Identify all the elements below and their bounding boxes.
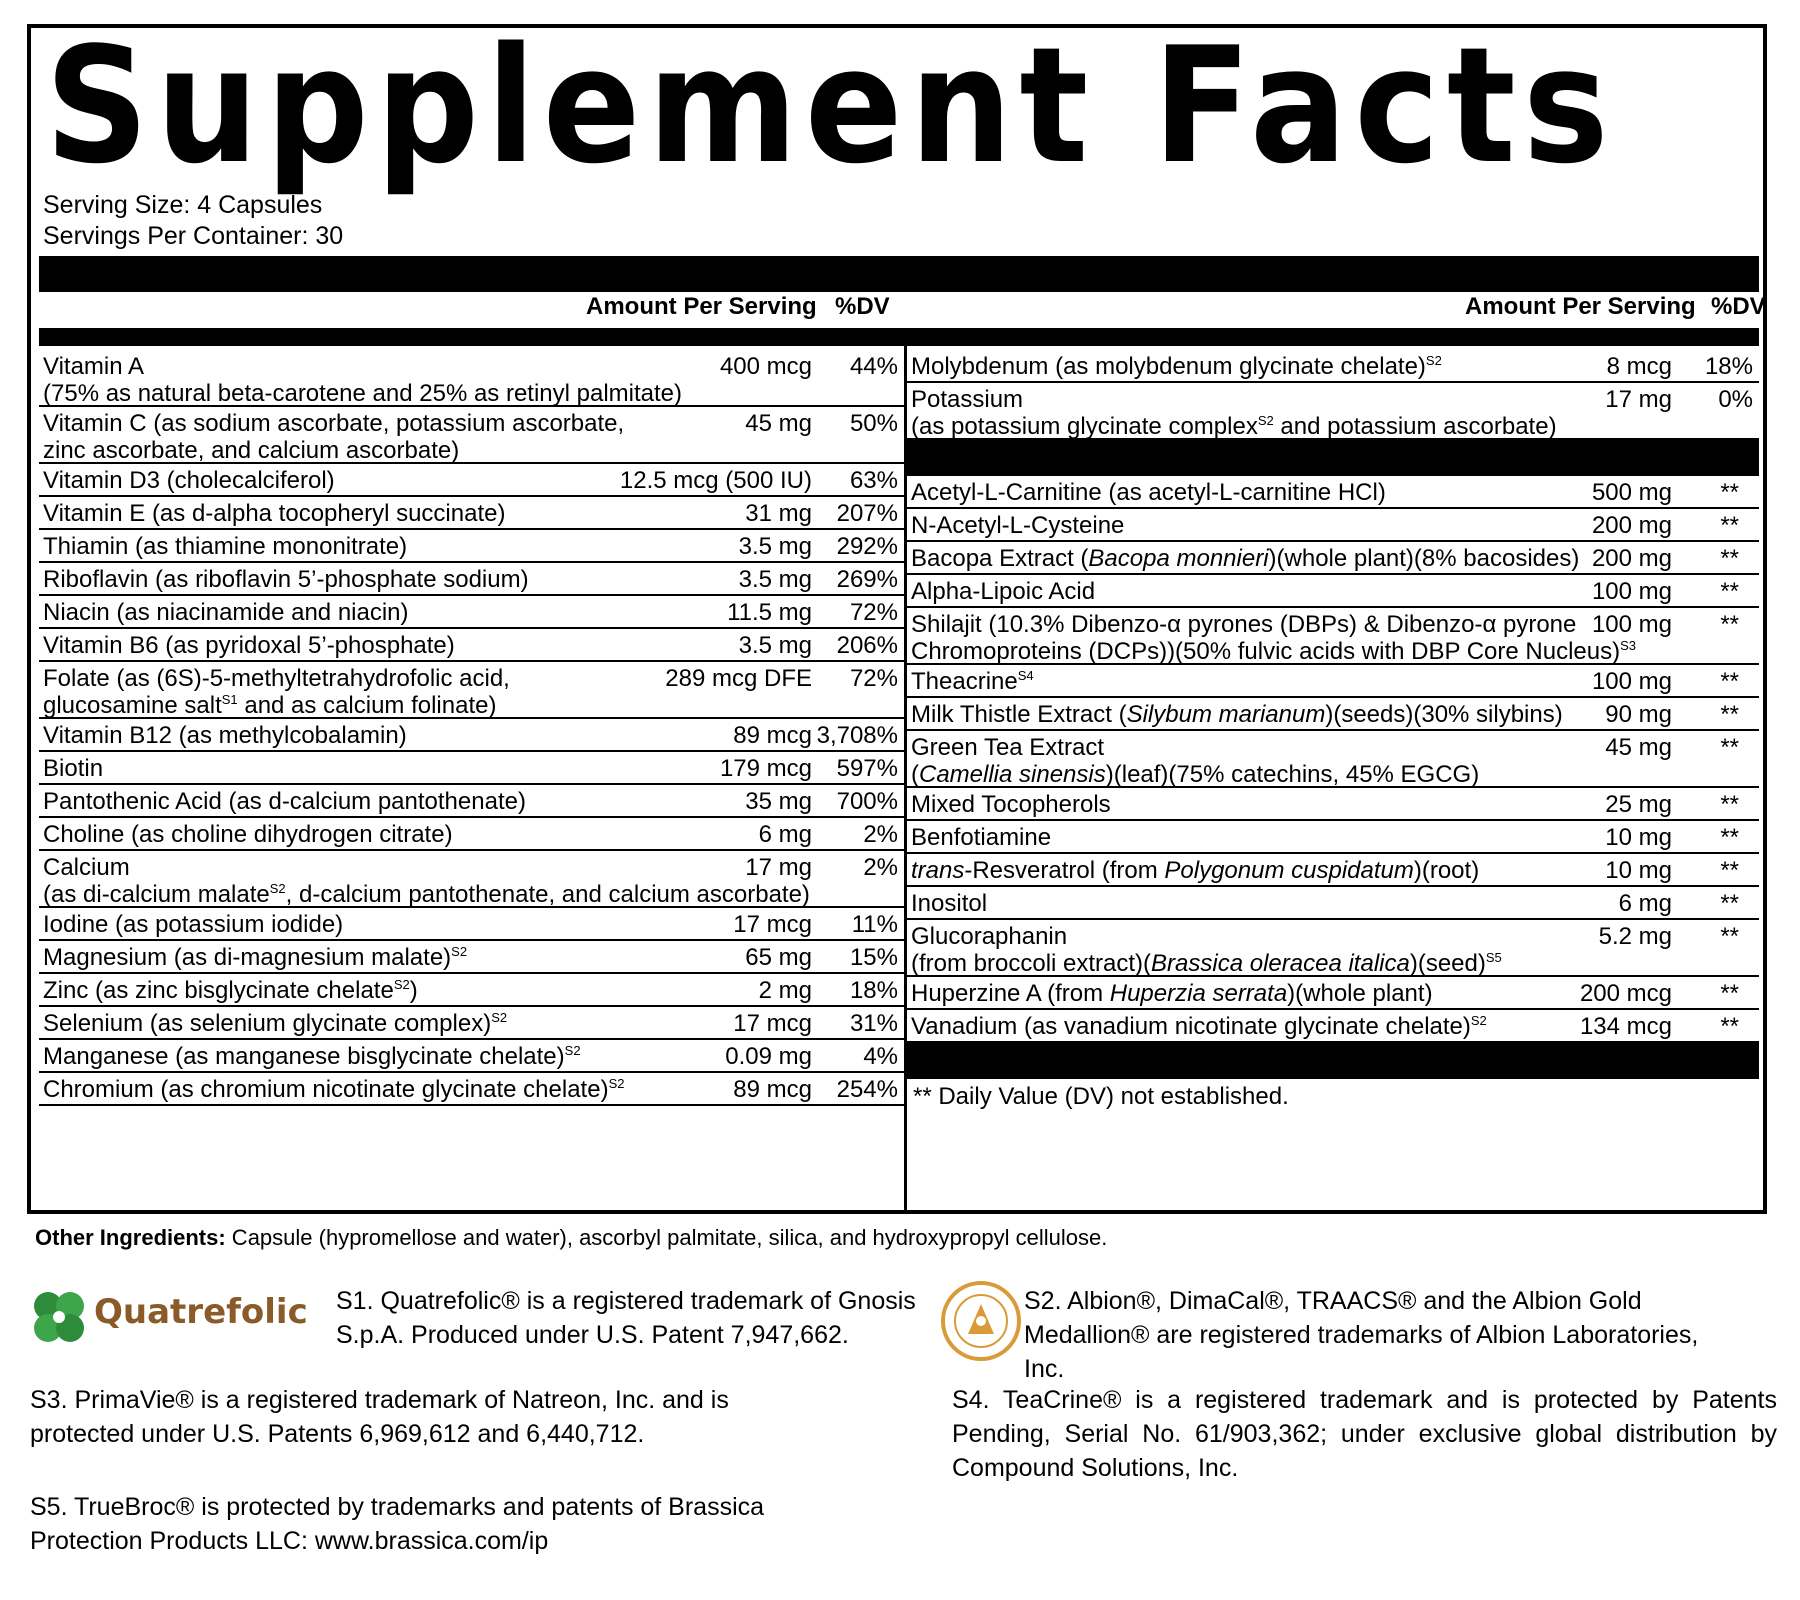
- name-text: Pantothenic Acid (as d-calcium pantothenate): [43, 788, 526, 815]
- dv-value: 2%: [863, 821, 898, 848]
- footnote-ref: S2: [451, 944, 468, 959]
- subline-text: Chromoproteins (DCPs))(50% fulvic acids with DBP Core Nucleus): [911, 638, 1621, 665]
- dv-value: 0%: [1718, 386, 1753, 413]
- dv-value: **: [1720, 701, 1739, 728]
- name-latin: Silybum marianum: [1126, 701, 1326, 728]
- nutrient-subline: [43, 437, 624, 464]
- nutrient-name: [43, 977, 418, 1004]
- dv-value: **: [1720, 611, 1739, 638]
- dv-value: 72%: [849, 665, 898, 692]
- nutrient-row: [39, 974, 904, 1007]
- dv-value: 700%: [836, 788, 898, 815]
- other-ingredients-text: Capsule (hypromellose and water), ascorbyl palmitate, silica, and hydroxypropyl cellulose.: [225, 1225, 1108, 1250]
- amount-value: 100 mg: [1591, 611, 1672, 638]
- footnote-ref: S2: [1257, 413, 1274, 428]
- nutrient-name: [911, 512, 1124, 539]
- footnote-s5: S5. TrueBroc® is protected by trademarks and patents of Brassica Protection Products LLC: www.brassica.com/ip: [30, 1493, 765, 1555]
- amount-value: 8 mcg: [1606, 353, 1672, 380]
- amount-value: 289 mcg DFE: [665, 665, 812, 692]
- name-text: Folate (as (6S)-5-methyltetrahydrofolic acid,: [43, 665, 510, 692]
- subline-latin: Camellia sinensis: [919, 761, 1106, 788]
- footnote-ref: S2: [1425, 353, 1442, 368]
- name-text: Theacrine: [911, 668, 1018, 695]
- dv-value: 254%: [836, 1076, 898, 1103]
- dv-footnote: ** Daily Value (DV) not established.: [913, 1083, 1289, 1110]
- clover-icon: [28, 1288, 90, 1348]
- section-divider: [907, 440, 1759, 476]
- nutrient-row: [39, 530, 904, 563]
- nutrient-row: [39, 851, 904, 908]
- amount-value: 6 mg: [758, 821, 812, 848]
- dv-value: **: [1720, 1013, 1739, 1040]
- dv-value: 206%: [836, 632, 898, 659]
- name-text: Calcium: [43, 854, 130, 881]
- dv-value: **: [1720, 668, 1739, 695]
- nutrient-row: [907, 509, 1759, 542]
- name-text: Inositol: [911, 890, 988, 917]
- amount-value: 3.5 mg: [738, 566, 812, 593]
- section-divider: [907, 1043, 1759, 1079]
- nutrient-row: [907, 920, 1759, 977]
- amount-value: 89 mcg: [733, 722, 812, 749]
- amount-value: 10 mg: [1605, 824, 1672, 851]
- subline-text: zinc ascorbate, and calcium ascorbate): [43, 437, 460, 464]
- name-text: Riboflavin (as riboflavin 5’-phosphate sodium): [43, 566, 529, 593]
- dv-value: 18%: [1704, 353, 1753, 380]
- name-text: Choline (as choline dihydrogen citrate): [43, 821, 453, 848]
- amount-value: 17 mcg: [733, 1010, 812, 1037]
- nutrient-name: [911, 479, 1386, 506]
- name-text: Shilajit (10.3% Dibenzo-α pyrones (DBPs) & Dibenzo-α pyrone: [911, 611, 1577, 638]
- nutrient-row: [39, 464, 904, 497]
- nutrient-name: [43, 722, 407, 749]
- amount-value: 0.09 mg: [725, 1043, 812, 1070]
- name-text: Vitamin C (as sodium ascorbate, potassium ascorbate,: [43, 410, 625, 437]
- amount-value: 17 mg: [1605, 386, 1672, 413]
- nutrient-name: [43, 788, 526, 815]
- dv-value: 31%: [849, 1010, 898, 1037]
- nutrient-name: [43, 665, 510, 719]
- header-dv-right: %DV: [1711, 293, 1766, 320]
- footnote-s1: S1. Quatrefolic® is a registered trademark of Gnosis S.p.A. Produced under U.S. Patent 7,947,662.: [336, 1287, 916, 1349]
- footnote-s2: S2. Albion®, DimaCal®, TRAACS® and the Albion Gold Medallion® are registered trademarks of Albion Laboratories, Inc.: [1024, 1287, 1699, 1383]
- dv-value: 63%: [849, 467, 898, 494]
- subline-text: (: [911, 761, 919, 788]
- amount-value: 5.2 mg: [1598, 923, 1672, 950]
- nutrient-row: [907, 350, 1759, 383]
- left-nutrient-list: [39, 350, 904, 1106]
- header-dv-left: %DV: [835, 293, 890, 320]
- name-text: Bacopa Extract (: [911, 545, 1089, 572]
- dv-value: **: [1720, 512, 1739, 539]
- nutrient-name: [43, 599, 409, 626]
- nutrient-row: [39, 497, 904, 530]
- name-text: Vanadium (as vanadium nicotinate glycinate chelate): [911, 1013, 1471, 1040]
- footnote-s4: S4. TeaCrine® is a registered trademark and is protected by Patents Pending, Serial No. 61/903,362; under exclusive global distribution by Compound Solutions, Inc.: [952, 1386, 1777, 1482]
- dv-value: 292%: [836, 533, 898, 560]
- name-text: Iodine (as potassium iodide): [43, 911, 344, 938]
- dv-value: **: [1720, 980, 1739, 1007]
- nutrient-row: [907, 575, 1759, 608]
- dv-value: 207%: [836, 500, 898, 527]
- nutrient-row: [907, 887, 1759, 920]
- dv-value: **: [1720, 479, 1739, 506]
- name-text-after: )(whole plant): [1287, 980, 1433, 1007]
- nutrient-name: [911, 734, 1479, 788]
- amount-value: 200 mcg: [1579, 980, 1672, 1007]
- nutrient-row: [39, 662, 904, 719]
- nutrient-row: [907, 542, 1759, 575]
- nutrient-row: [39, 785, 904, 818]
- dv-value: 597%: [836, 755, 898, 782]
- dv-value: 3,708%: [816, 722, 898, 749]
- subline-text-after: )(seed): [1409, 950, 1486, 977]
- nutrient-row: [39, 596, 904, 629]
- dv-value: **: [1720, 791, 1739, 818]
- nutrient-row: [39, 752, 904, 785]
- header-amount-left: Amount Per Serving: [586, 293, 817, 320]
- name-text: -Resveratrol (from: [964, 857, 1165, 884]
- nutrient-name: [911, 1013, 1487, 1040]
- quatrefolic-logo: [28, 1288, 348, 1346]
- albion-medallion-icon: [940, 1280, 1022, 1362]
- nutrient-name: [911, 980, 1433, 1007]
- dv-value: 11%: [851, 911, 898, 938]
- thick-divider: [39, 256, 1759, 292]
- name-text: Mixed Tocopherols: [911, 791, 1111, 818]
- name-text: Potassium: [911, 386, 1024, 413]
- nutrient-name: [43, 410, 624, 464]
- nutrient-row: [39, 629, 904, 662]
- amount-value: 3.5 mg: [738, 533, 812, 560]
- name-text: Vitamin E (as d-alpha tocopheryl succinate): [43, 500, 506, 527]
- nutrient-subline: [43, 692, 510, 719]
- name-text: Magnesium (as di-magnesium malate): [43, 944, 452, 971]
- nutrient-name: [911, 824, 1051, 851]
- amount-value: 134 mcg: [1579, 1013, 1672, 1040]
- dv-value: 4%: [863, 1043, 898, 1070]
- name-text: Vitamin B12 (as methylcobalamin): [43, 722, 407, 749]
- dv-value: **: [1720, 824, 1739, 851]
- nutrient-name: [43, 1076, 624, 1103]
- footnote-ref: S2: [269, 881, 286, 896]
- albion-seal: [940, 1280, 1022, 1362]
- amount-value: 200 mg: [1591, 545, 1672, 572]
- name-text: Glucoraphanin: [911, 923, 1068, 950]
- amount-value: 2 mg: [758, 977, 812, 1004]
- header-divider: [39, 328, 1759, 346]
- nutrient-row: [39, 908, 904, 941]
- name-latin: Bacopa monnieri: [1088, 545, 1269, 572]
- subline-text-after: )(leaf)(75% catechins, 45% EGCG): [1105, 761, 1480, 788]
- name-italic-prefix: trans: [911, 857, 965, 884]
- nutrient-name: [43, 854, 810, 908]
- name-text: Biotin: [43, 755, 104, 782]
- name-text: Vitamin B6 (as pyridoxal 5’-phosphate): [43, 632, 455, 659]
- other-ingredients: [35, 1225, 1107, 1251]
- footnote-ref: S4: [1017, 668, 1034, 683]
- dv-value: 269%: [836, 566, 898, 593]
- dv-value: 2%: [863, 854, 898, 881]
- nutrient-row: [907, 665, 1759, 698]
- amount-value: 31 mg: [745, 500, 812, 527]
- nutrient-row: [907, 698, 1759, 731]
- dv-value: 18%: [849, 977, 898, 1004]
- nutrient-subline: [43, 881, 810, 908]
- right-nutrient-list: [907, 350, 1759, 1113]
- footnote-ref: S3: [1620, 638, 1637, 653]
- nutrient-name: [911, 578, 1095, 605]
- nutrient-row: [39, 1040, 904, 1073]
- subline-text-tail: and potassium ascorbate): [1273, 413, 1557, 440]
- dv-value: 50%: [849, 410, 898, 437]
- name-latin: Polygonum cuspidatum: [1164, 857, 1414, 884]
- nutrient-row: [39, 350, 904, 407]
- nutrient-name: [911, 353, 1442, 380]
- nutrient-name: [43, 632, 455, 659]
- dv-value: **: [1720, 578, 1739, 605]
- nutrient-name: [43, 1010, 507, 1037]
- name-text-close: ): [409, 977, 418, 1004]
- page-title: Supplement Facts: [45, 12, 1616, 199]
- footnote-s3: S3. PrimaVie® is a registered trademark of Natreon, Inc. and is protected under U.S. Patents 6,969,612 and 6,440,712.: [30, 1386, 729, 1448]
- nutrient-name: [43, 911, 343, 938]
- nutrient-row: [39, 818, 904, 851]
- amount-value: 17 mg: [745, 854, 812, 881]
- subline-text: (as di-calcium malate: [43, 881, 270, 908]
- name-latin: Huperzia serrata: [1109, 980, 1288, 1007]
- amount-value: 100 mg: [1591, 578, 1672, 605]
- amount-value: 400 mcg: [719, 353, 812, 380]
- nutrient-name: [911, 791, 1111, 818]
- dv-value: **: [1720, 890, 1739, 917]
- footnote-ref: S2: [608, 1076, 625, 1091]
- subline-text-tail: , d-calcium pantothenate, and calcium ascorbate): [285, 881, 810, 908]
- nutrient-row: [39, 719, 904, 752]
- nutrient-name: [43, 1043, 581, 1070]
- name-text: Benfotiamine: [911, 824, 1052, 851]
- dv-value: 72%: [849, 599, 898, 626]
- nutrient-row: [907, 476, 1759, 509]
- nutrient-row: [907, 854, 1759, 887]
- name-text: Huperzine A (from: [911, 980, 1110, 1007]
- amount-value: 200 mg: [1591, 512, 1672, 539]
- nutrient-subline: [911, 761, 1479, 788]
- nutrient-name: [911, 857, 1479, 884]
- nutrient-row: [907, 788, 1759, 821]
- amount-value: 100 mg: [1591, 668, 1672, 695]
- quatrefolic-wordmark: Quatrefolic: [94, 1292, 308, 1332]
- nutrient-subline: [43, 380, 682, 407]
- amount-value: 35 mg: [745, 788, 812, 815]
- nutrient-subline: [911, 413, 1557, 440]
- nutrient-subline: [911, 950, 1502, 977]
- name-text-after: )(root): [1413, 857, 1480, 884]
- amount-value: 65 mg: [745, 944, 812, 971]
- name-text: Molybdenum (as molybdenum glycinate chelate): [911, 353, 1426, 380]
- amount-value: 90 mg: [1605, 701, 1672, 728]
- amount-value: 10 mg: [1605, 857, 1672, 884]
- nutrient-name: [911, 611, 1636, 665]
- name-text: Vitamin A: [43, 353, 144, 380]
- amount-value: 6 mg: [1618, 890, 1672, 917]
- nutrient-name: [43, 533, 407, 560]
- name-text: Selenium (as selenium glycinate complex): [43, 1010, 492, 1037]
- dv-value: 15%: [849, 944, 898, 971]
- amount-value: 11.5 mg: [727, 599, 812, 626]
- other-ingredients-label: Other Ingredients:: [35, 1225, 226, 1250]
- nutrient-row: [907, 383, 1759, 440]
- nutrient-row: [907, 1010, 1759, 1043]
- nutrient-row: [39, 1007, 904, 1040]
- amount-value: 179 mcg: [719, 755, 812, 782]
- nutrient-name: [911, 668, 1034, 695]
- nutrient-row: [39, 563, 904, 596]
- serving-size: Serving Size: 4 Capsules: [43, 191, 323, 219]
- name-text: Thiamin (as thiamine mononitrate): [43, 533, 408, 560]
- nutrient-name: [911, 386, 1557, 440]
- nutrient-name: [43, 566, 529, 593]
- dv-value: **: [1720, 857, 1739, 884]
- amount-value: 45 mg: [1605, 734, 1672, 761]
- amount-value: 12.5 mcg (500 IU): [619, 467, 812, 494]
- amount-value: 500 mg: [1591, 479, 1672, 506]
- subline-text-tail: and as calcium folinate): [237, 692, 497, 719]
- name-text: Vitamin D3 (cholecalciferol): [43, 467, 335, 494]
- subline-text: (75% as natural beta-carotene and 25% as retinyl palmitate): [43, 380, 683, 407]
- dv-value: **: [1720, 923, 1739, 950]
- servings-per-container: Servings Per Container: 30: [43, 222, 344, 250]
- nutrient-name: [911, 923, 1502, 977]
- nutrient-row: [907, 821, 1759, 854]
- nutrient-subline: [911, 638, 1636, 665]
- name-text-after: )(whole plant)(8% bacosides): [1268, 545, 1580, 572]
- amount-value: 17 mcg: [733, 911, 812, 938]
- nutrient-name: [43, 755, 103, 782]
- name-text: Acetyl-L-Carnitine (as acetyl-L-carnitine HCl): [911, 479, 1386, 506]
- nutrient-row: [39, 941, 904, 974]
- nutrient-name: [43, 821, 453, 848]
- subline-text: (from broccoli extract)(: [911, 950, 1152, 977]
- name-text: N-Acetyl-L-Cysteine: [911, 512, 1125, 539]
- name-text: Alpha-Lipoic Acid: [911, 578, 1096, 605]
- amount-value: 3.5 mg: [738, 632, 812, 659]
- nutrient-row: [907, 977, 1759, 1010]
- footnote-ref: S2: [393, 977, 410, 992]
- amount-value: 25 mg: [1605, 791, 1672, 818]
- subline-text: glucosamine salt: [43, 692, 222, 719]
- name-text: Manganese (as manganese bisglycinate chelate): [43, 1043, 565, 1070]
- name-text: Zinc (as zinc bisglycinate chelate: [43, 977, 394, 1004]
- footnote-ref: S5: [1485, 950, 1502, 965]
- name-text: Chromium (as chromium nicotinate glycinate chelate): [43, 1076, 609, 1103]
- nutrient-row: [907, 608, 1759, 665]
- name-text: Green Tea Extract: [911, 734, 1104, 761]
- nutrient-name: [43, 944, 467, 971]
- nutrient-row: [907, 731, 1759, 788]
- nutrient-name: [43, 500, 505, 527]
- footnote-ref: S2: [491, 1010, 508, 1025]
- nutrient-name: [43, 467, 335, 494]
- facts-panel: [27, 12, 1767, 1214]
- dv-value: 44%: [849, 353, 898, 380]
- nutrient-row: [39, 407, 904, 464]
- dv-value: **: [1720, 734, 1739, 761]
- name-text: Niacin (as niacinamide and niacin): [43, 599, 409, 626]
- footnote-ref: S2: [1470, 1013, 1487, 1028]
- header-amount-right: Amount Per Serving: [1465, 293, 1696, 320]
- nutrient-row: [39, 1073, 904, 1106]
- amount-value: 45 mg: [745, 410, 812, 437]
- dv-value: **: [1720, 545, 1739, 572]
- nutrient-name: [911, 890, 987, 917]
- footnote-ref: S1: [221, 692, 238, 707]
- name-text: Milk Thistle Extract (: [911, 701, 1127, 728]
- nutrient-name: [911, 701, 1563, 728]
- nutrient-name: [43, 353, 682, 407]
- footnote-ref: S2: [564, 1043, 581, 1058]
- name-text-after: )(seeds)(30% silybins): [1325, 701, 1563, 728]
- subline-text: (as potassium glycinate complex: [911, 413, 1258, 440]
- subline-latin: Brassica oleracea italica: [1151, 950, 1410, 977]
- amount-value: 89 mcg: [733, 1076, 812, 1103]
- nutrient-name: [911, 545, 1579, 572]
